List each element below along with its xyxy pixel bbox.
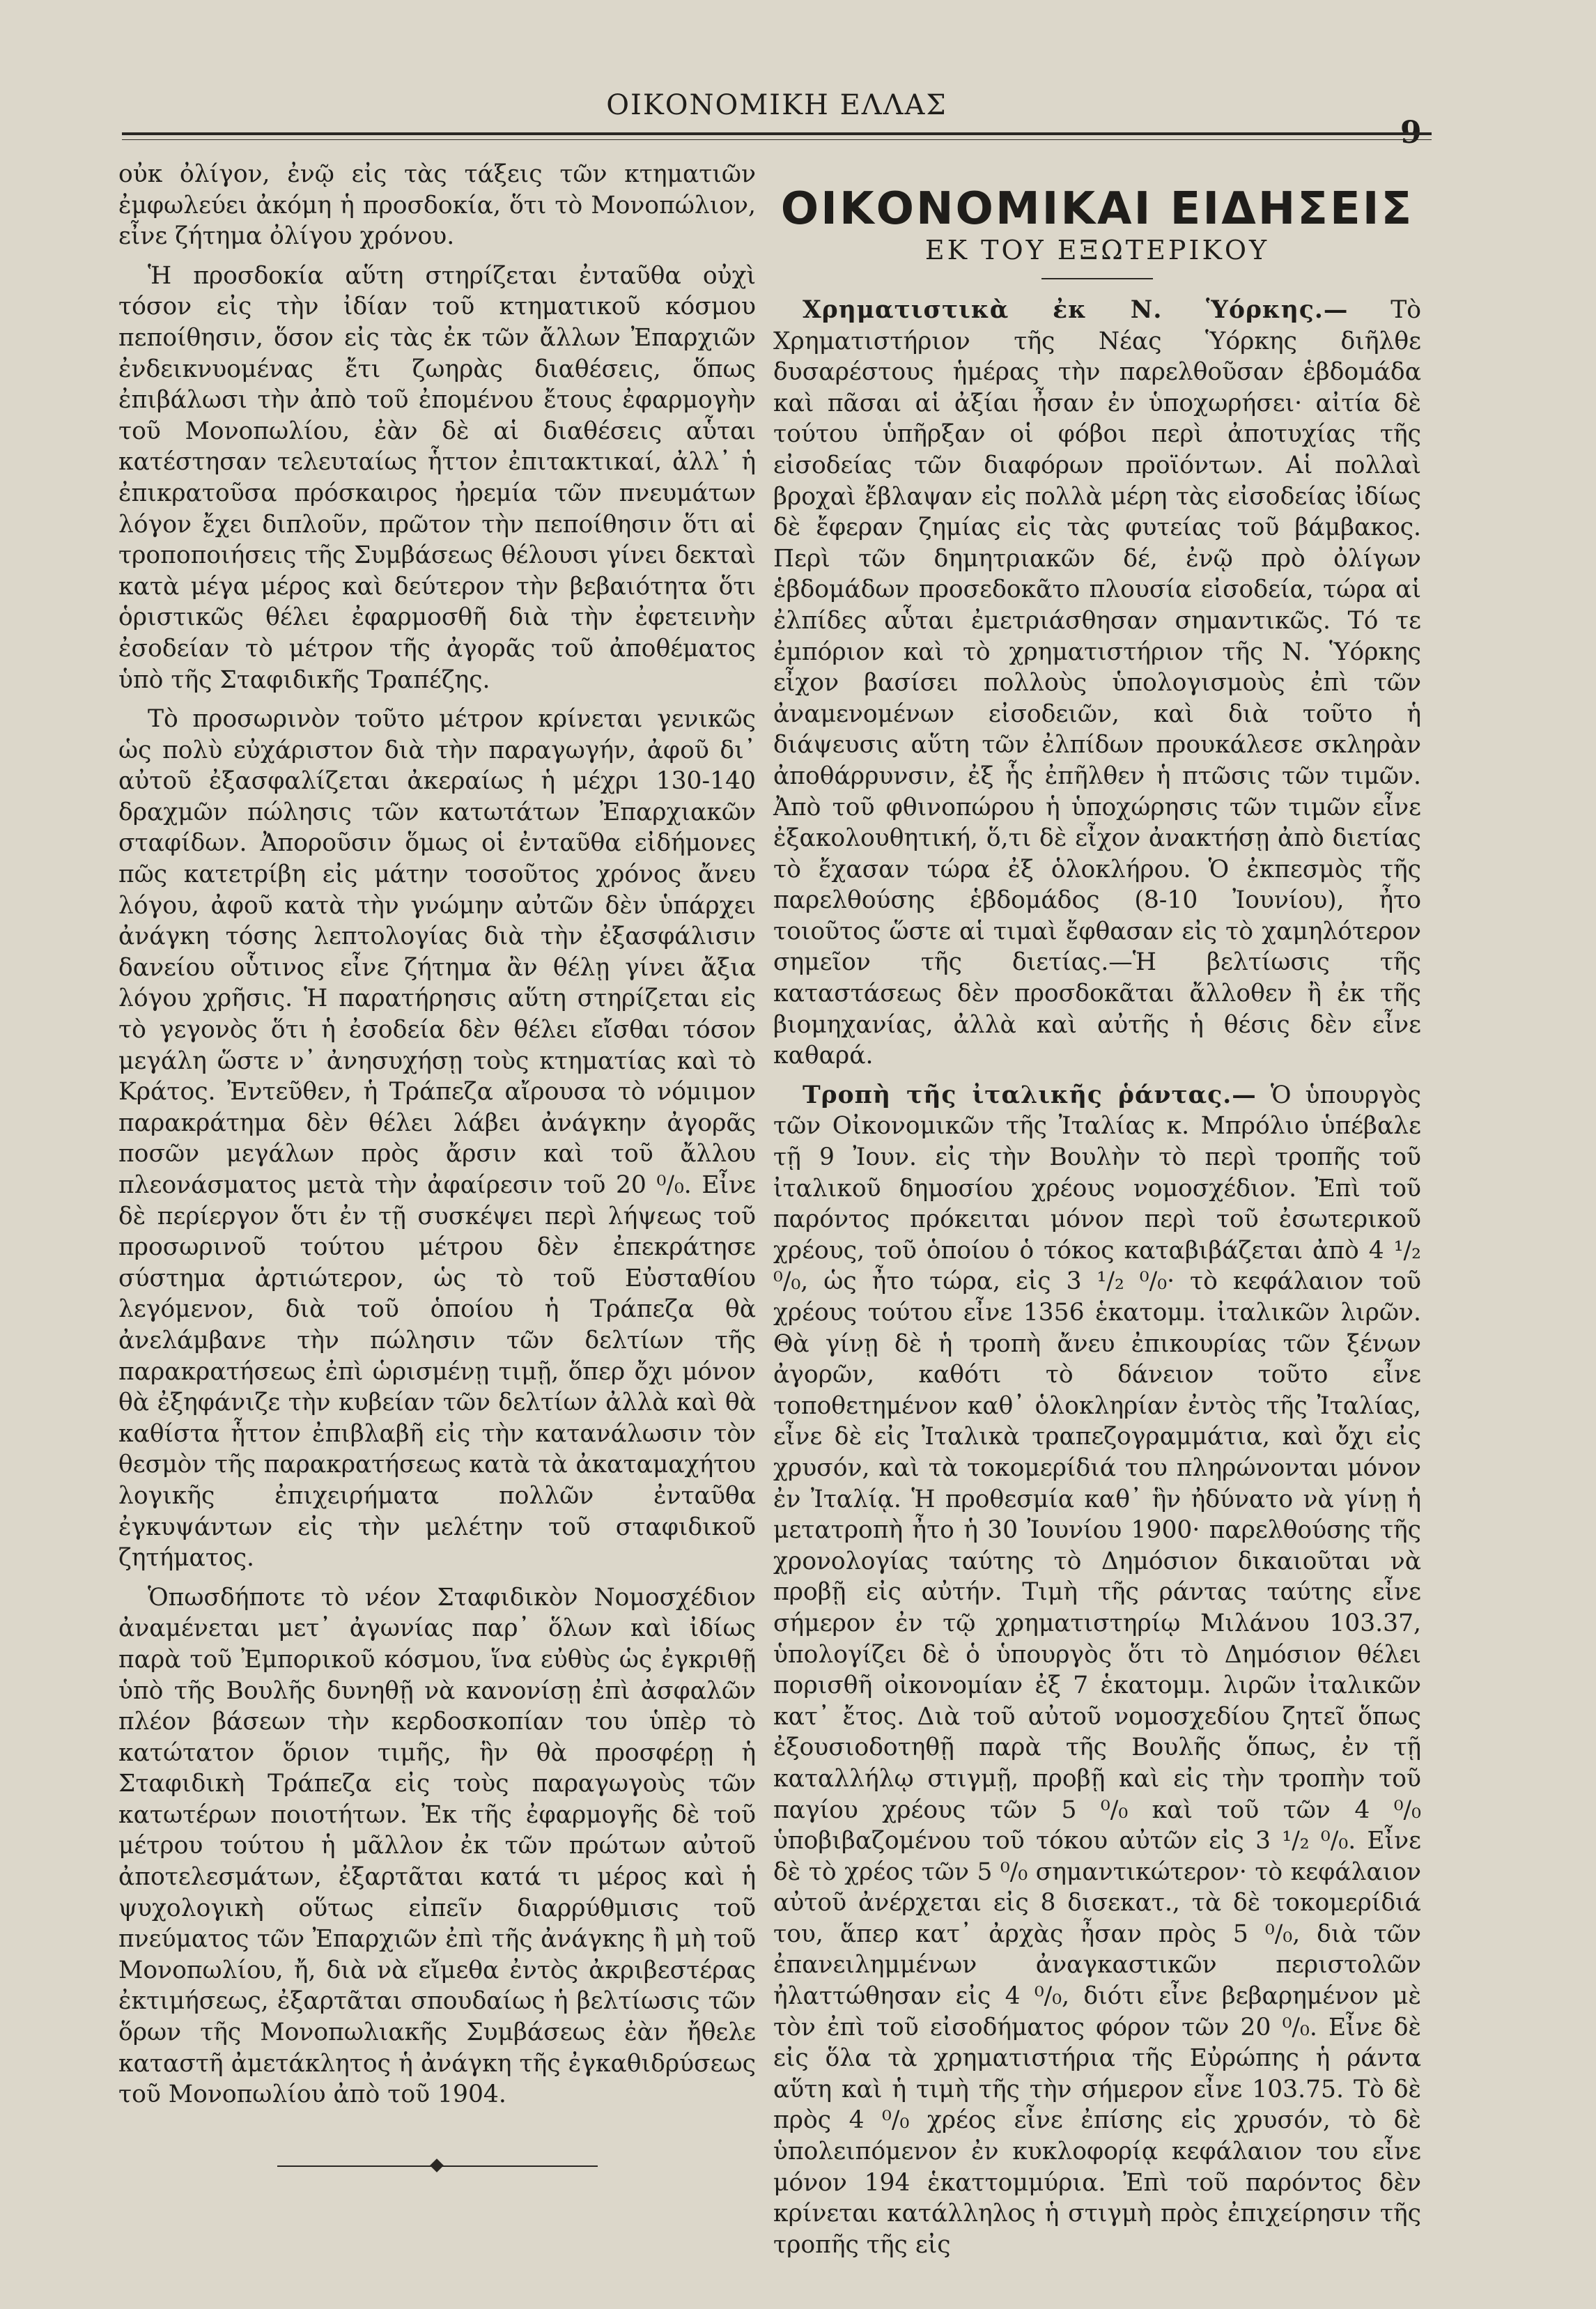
section-subtitle: ΕΚ ΤΟΥ ΕΞΩΤΕΡΙΚΟΥ [924, 235, 1270, 265]
ornament-diamond-icon [430, 2159, 444, 2172]
section-title: ΟΙΚΟΝΟΜΙΚΑΙ ΕΙΔΗΣΕΙΣ [780, 183, 1414, 235]
header-rule [122, 132, 1432, 135]
page-number: 9 [1400, 115, 1422, 150]
article-body: Ὁ ὑπουργὸς τῶν Οἰκονομικῶν τῆς Ἰταλίας κ. Μπρόλιο ὑπέβαλε τῇ 9 Ἰουν. εἰς τὴν Βουλὴν τὸ περὶ τροπῆς τοῦ ἰταλικοῦ δημοσίου χρέους νομοσχέδιον. Ἐπὶ τοῦ παρόντος πρόκειται μόνον περὶ τοῦ ἐσωτερικοῦ χρέους, τοῦ ὁποίου ὁ τόκος καταβιβάζεται ἀπὸ 4 ¹/₂ ⁰/₀, ὡς ἦτο τώρα, εἰς 3 ¹/₂ ⁰/₀· τὸ κεφάλαιον τοῦ χρέους τούτου εἶνε 1356 ἑκατομμ. ἰταλικῶν λιρῶν. Θὰ γίνῃ δὲ ἡ τροπὴ ἄνευ ἐπικουρίας τῶν ξένων ἀγορῶν, καθότι τὸ δάνειον τοῦτο εἶνε τοποθετημένον καθ᾽ ὁλοκληρίαν ἐντὸς τῆς Ἰταλίας, εἶνε δὲ εἰς Ἰταλικὰ τραπεζογραμμάτια, καὶ ὄχι εἰς χρυσόν, καὶ τὰ τοκομερίδιά του πληρώνονται μόνον ἐν Ἰταλίᾳ. Ἡ προθεσμία καθ᾽ ἣν ἠδύνατο νὰ γίνῃ ἡ μετατροπὴ ἦτο ἡ 30 Ἰουνίου 1900· παρελθούσης τῆς χρονολογίας ταύτης τὸ Δημόσιον δικαιοῦται νὰ προβῇ εἰς αὐτήν. Τιμὴ τῆς ράντας ταύτης εἶνε σήμερον ἐν τῷ χρηματιστηρίῳ Μιλάνου 103.37, ὑπολογίζει δὲ ὁ ὑπουργὸς ὅτι τὸ Δημόσιον θέλει πορισθῆ οἰκονομίαν ἐξ 7 ἑκατομμ. λιρῶν ἰταλικῶν κατ᾽ ἔτος. Διὰ τοῦ αὐτοῦ νομοσχεδίου ζητεῖ ὅπως ἐξουσιοδοτηθῇ παρὰ τῆς Βουλῆς ὅπως, ἐν τῇ καταλλήλῳ στιγμῇ, προβῇ καὶ εἰς τὴν τροπὴν τοῦ παγίου χρέους τῶν 5 ⁰/₀ καὶ τοῦ τῶν 4 ⁰/₀ ὑποβιβαζομένου τοῦ τόκου αὐτῶν εἰς 3 ¹/₂ ⁰/₀. Εἶνε δὲ τὸ χρέος τῶν 5 ⁰/₀ σημαντικώτερον· τὸ κεφάλαιον αὐτοῦ ἀνέρχεται εἰς 8 δισεκατ., τὰ δὲ τοκομερίδιά του, ἅπερ κατ᾽ ἀρχὰς ἦσαν πρὸς 5 ⁰/₀, διὰ τῶν ἐπανειλημμένων ἀναγκαστικῶν περιστολῶν ἠλαττώθησαν εἰς 4 ⁰/₀, διότι εἶνε βεβαρημένον μὲ τὸν ἐπὶ τοῦ εἰσοδήματος φόρον τῶν 20 ⁰/₀. Εἶνε δὲ εἰς ὅλα τὰ χρηματιστήρια τῆς Εὐρώπης ἡ ράντα αὕτη καὶ ἡ τιμὴ τῆς τὴν σήμερον εἶνε 103.75. Τὸ δὲ πρὸς 4 ⁰/₀ χρέος εἶνε ἐπίσης εἰς χρυσόν, τὸ δὲ ὑπολειπόμενον ἐν κυκλοφορίᾳ κεφάλαιον του εἶνε μόνον 194 ἑκαττομμύρια. Ἐπὶ τοῦ παρόντος δὲν κρίνεται κατάλληλος ἡ στιγμὴ πρὸς ἐπιχείρησιν τῆς τροπῆς τῆς εἰς [773, 1081, 1422, 2259]
paragraph: Τὸ προσωρινὸν τοῦτο μέτρον κρίνεται γενικῶς ὡς πολὺ εὐχάριστον διὰ τὴν παραγωγήν, ἀφοῦ δι᾽ αὐτοῦ ἐξασφαλίζεται ἀκεραίως ἡ μέχρι 130-140 δραχμῶν πώλησις τῶν κατωτάτων Ἐπαρχιακῶν σταφίδων. Ἀποροῦσιν ὅμως οἱ ἐνταῦθα εἰδήμονες πῶς κατετρίβη εἰς μάτην τοσοῦτος χρόνος ἄνευ λόγου, ἀφοῦ κατὰ τὴν γνώμην αὐτῶν δὲν ὑπάρχει ἀνάγκη τόσης λεπτολογίας διὰ τὴν ἐξασφάλισιν δανείου οὗτινος εἶνε ζήτημα ἂν θέλῃ γίνει ἄξια λόγου χρῆσις. Ἡ παρατήρησις αὕτη στηρίζεται εἰς τὸ γεγονὸς ὅτι ἡ ἐσοδεία δὲν θέλει εἴσθαι τόσον μεγάλη ὥστε ν᾽ ἀνησυχήσῃ τοὺς κτηματίας καὶ τὸ Κράτος. Ἐντεῦθεν, ἡ Τράπεζα αἴρουσα τὸ νόμιμον παρακράτημα δὲν θέλει λάβει ἀνάγκην ἀγορᾶς ποσῶν μεγάλων πρὸς ἄρσιν καὶ τοῦ ἄλλου πλεονάσματος μετὰ τὴν ἀφαίρεσιν τοῦ 20 ⁰/₀. Εἶνε δὲ περίεργον ὅτι ἐν τῇ συσκέψει περὶ λήψεως τοῦ προσωρινοῦ τούτου μέτρου δὲν ἐπεκράτησε σύστημα ἀρτιώτερον, ὡς τὸ τοῦ Εὐσταθίου λεγόμενον, διὰ τοῦ ὁποίου ἡ Τράπεζα θὰ ἀνελάμβανε τὴν πώλησιν τῶν δελτίων τῆς παρακρατήσεως ἐπὶ ὡρισμένῃ τιμῇ, ὅπερ ὄχι μόνον θὰ ἐξηφάνιζε τὴν κυβείαν τῶν δελτίων ἀλλὰ καὶ θὰ καθίστα ἧττον ἐπιβλαβῆ εἰς τὴν κατανάλωσιν τὸν θεσμὸν τῆς παρακρατήσεως κατὰ τὰ ἀκαταμαχήτου λογικῆς ἐπιχειρήματα πολλῶν ἐνταῦθα ἐγκυψάντων εἰς τὴν μελέτην τοῦ σταφιδικοῦ ζητήματος. [118, 705, 756, 1573]
article-headline: Τροπὴ τῆς ἰταλικῆς ῥάντας.— [803, 1081, 1257, 1109]
article-headline: Χρηματιστικὰ ἐκ Ν. Ὑόρκης.— [803, 296, 1349, 324]
news-article [773, 295, 1421, 1072]
paragraph: Ὁπωσδήποτε τὸ νέον Σταφιδικὸν Νομοσχέδιον ἀναμένεται μετ᾽ ἀγωνίας παρ᾽ ὅλων καὶ ἰδίως παρὰ τοῦ Ἐμπορικοῦ κόσμου, ἵνα εὐθὺς ὡς ἐγκριθῇ ὑπὸ τῆς Βουλῆς δυνηθῇ νὰ κανονίσῃ ἐπὶ ἀσφαλῶν πλέον βάσεων τὴν κερδοσκοπίαν του ὑπὲρ τὸ κατώτατον ὅριον τιμῆς, ἣν θὰ προσφέρῃ ἡ Σταφιδικὴ Τράπεζα εἰς τοὺς παραγωγοὺς τῶν κατωτέρων ποιοτήτων. Ἐκ τῆς ἐφαρμογῆς δὲ τοῦ μέτρου τούτου ἡ μᾶλλον ἐκ τῶν πρώτων αὐτοῦ ἀποτελεσμάτων, ἐξαρτᾶται κατά τι μέρος καὶ ἡ ψυχολογικὴ οὕτως εἰπεῖν διαρρύθμισις τοῦ πνεύματος τῶν Ἐπαρχιῶν ἐπὶ τῆς ἀνάγκης ἢ μὴ τοῦ Μονοπωλίου, ἤ, διὰ νὰ εἴμεθα ἐντὸς ἀκριβεστέρας ἐκτιμήσεως, ἐξαρτᾶται σπουδαίως ἡ βελτίωσις τῶν ὅρων τῆς Μονοπωλιακῆς Συμβάσεως ἐὰν ἤθελε καταστῆ ἀμετάκλητος ἡ ἀνάγκη τῆς ἐγκαθιδρύσεως τοῦ Μονοπωλίου ἀπὸ τοῦ 1904. [118, 1583, 756, 2109]
paragraph: οὐκ ὀλίγον, ἐνῷ εἰς τὰς τάξεις τῶν κτηματιῶν ἐμφωλεύει ἀκόμη ἡ προσδοκία, ὅτι τὸ Μονοπώλιον, εἶνε ζήτημα ὀλίγου χρόνου. [118, 160, 756, 251]
left-column [118, 159, 756, 2173]
paragraph: Ἡ προσδοκία αὕτη στηρίζεται ἐνταῦθα οὐχὶ τόσον εἰς τὴν ἰδίαν τοῦ κτηματικοῦ κόσμου πεποίθησιν, ὅσον εἰς τὰς ἐκ τῶν ἄλλων Ἐπαρχιῶν ἐνδεικνυομένας ἔτι ζωηρὰς διαθέσεις, ὅπως ἐπιβάλωσι τὴν ἀπὸ τοῦ ἐπομένου ἔτους ἐφαρμογὴν τοῦ Μονοπωλίου, ἐὰν δὲ αἱ διαθέσεις αὗται κατέστησαν τελευταίως ἧττον ἐπιτακτικαί, ἀλλ᾽ ἡ ἐπικρατοῦσα πρόσκαιρος ἠρεμία τῶν πνευμάτων λόγον ἔχει διπλοῦν, πρῶτον τὴν πεποίθησιν ὅτι αἱ τροποποιήσεις τῆς Συμβάσεως θέλουσι γίνει δεκταὶ κατὰ μέγα μέρος καὶ δεύτερον τὴν βεβαιότητα ὅτι ὁριστικῶς θέλει ἐφαρμοσθῆ διὰ τὴν ἐφετεινὴν ἐσοδείαν τὸ μέτρον τῆς ἀγορᾶς τοῦ ἀποθέματος ὑπὸ τῆς Σταφιδικῆς Τραπέζης. [118, 261, 756, 694]
right-column [773, 185, 1421, 2260]
running-title: ΟΙΚΟΝΟΜΙΚΗ ΕΛΛΑΣ [606, 89, 947, 121]
news-article [773, 1080, 1421, 2261]
end-ornament [277, 2159, 598, 2173]
section-rule [1041, 278, 1153, 279]
article-body: Τὸ Χρηματιστήριον τῆς Νέας Ὑόρκης διῆλθε δυσαρέστους ἡμέρας τὴν παρελθοῦσαν ἑβδομάδα καὶ πᾶσαι αἱ ἀξίαι ἦσαν ἐν ὑποχωρήσει· αἰτία δὲ τούτου ὑπῆρξαν οἱ φόβοι περὶ ἀποτυχίας τῆς εἰσοδείας τῶν διαφόρων προϊόντων. Αἱ πολλαὶ βροχαὶ ἔβλαψαν εἰς πολλὰ μέρη τὰς εἰσοδείας ἰδίως δὲ ἔφεραν ζημίας εἰς τὰς φυτείας τοῦ βάμβακος. Περὶ τῶν δημητριακῶν δέ, ἐνῷ πρὸ ὀλίγων ἑβδομάδων προσεδοκᾶτο πλουσία εἰσοδεία, τώρα αἱ ἐλπίδες αὗται ἐμετριάσθησαν σημαντικῶς. Τό τε ἐμπόριον καὶ τὸ χρηματιστήριον τῆς Ν. Ὑόρκης εἶχον βασίσει πολλοὺς ὑπολογισμοὺς ἐπὶ τῶν ἀναμενομένων εἰσοδειῶν, καὶ διὰ τοῦτο ἡ διάψευσις αὕτη τῶν ἐλπίδων προυκάλεσε σκληρὰν ἀποθάρρυνσιν, ἐξ ἧς ἐπῆλθεν ἡ πτῶσις τῶν τιμῶν. Ἀπὸ τοῦ φθινοπώρου ἡ ὑποχώρησις τῶν τιμῶν εἶνε ἐξακολουθητική, ὅ,τι δὲ εἶχον ἀνακτήσῃ ἀπὸ διετίας τὸ ἔχασαν τώρα ἐξ ὁλοκλήρου. Ὁ ἐκπεσμὸς τῆς παρελθούσης ἑβδομάδος (8-10 Ἰουνίου), ἦτο τοιοῦτος ὥστε αἱ τιμαὶ ἔφθασαν εἰς τὸ χαμηλότερον σημεῖον τῆς διετίας.—Ἡ βελτίωσις τῆς καταστάσεως δὲν προσδοκᾶται ἄλλοθεν ἢ ἐκ τῆς βιομηχανίας, ἀλλὰ καὶ αὐτῆς ἡ θέσις δὲν εἶνε καθαρά. [773, 296, 1422, 1070]
header-rule-thin [122, 139, 1432, 140]
